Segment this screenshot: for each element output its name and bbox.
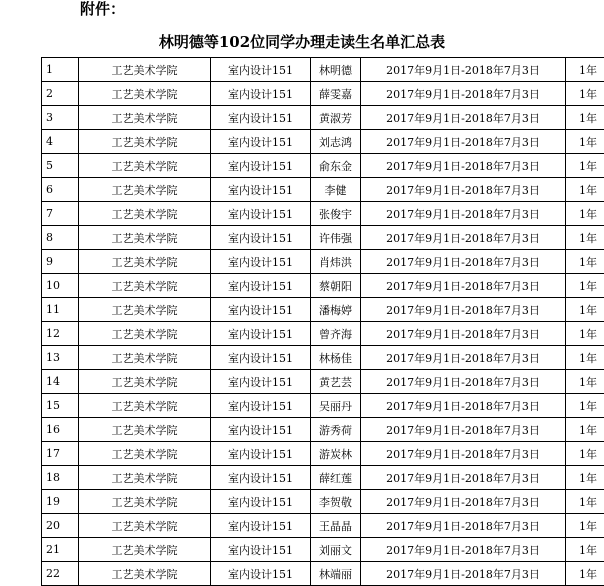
row-number: 22 (42, 562, 79, 586)
table-body (42, 58, 604, 586)
duration-cell: 1年 (566, 154, 604, 178)
table-row (42, 106, 604, 130)
class-cell: 室内设计151 (211, 346, 311, 370)
duration-cell: 1年 (566, 394, 604, 418)
document-title: 林明德等102位同学办理走读生名单汇总表 (0, 33, 604, 51)
duration-cell: 1年 (566, 298, 604, 322)
college-cell: 工艺美术学院 (79, 466, 211, 490)
duration-cell: 1年 (566, 466, 604, 490)
period-cell: 2017年9月1日-2018年7月3日 (361, 58, 566, 82)
period-cell: 2017年9月1日-2018年7月3日 (361, 202, 566, 226)
period-cell: 2017年9月1日-2018年7月3日 (361, 562, 566, 586)
class-cell: 室内设计151 (211, 538, 311, 562)
class-cell: 室内设计151 (211, 202, 311, 226)
college-cell: 工艺美术学院 (79, 346, 211, 370)
student-name-cell: 肖炜洪 (311, 250, 361, 274)
table-row (42, 298, 604, 322)
table-row (42, 418, 604, 442)
student-name-cell: 薛雯嘉 (311, 82, 361, 106)
class-cell: 室内设计151 (211, 442, 311, 466)
table-row (42, 514, 604, 538)
row-number: 21 (42, 538, 79, 562)
row-number: 16 (42, 418, 79, 442)
class-cell: 室内设计151 (211, 466, 311, 490)
table-row (42, 58, 604, 82)
college-cell: 工艺美术学院 (79, 178, 211, 202)
row-number: 8 (42, 226, 79, 250)
college-cell: 工艺美术学院 (79, 442, 211, 466)
table-row (42, 226, 604, 250)
period-cell: 2017年9月1日-2018年7月3日 (361, 106, 566, 130)
class-cell: 室内设计151 (211, 178, 311, 202)
class-cell: 室内设计151 (211, 418, 311, 442)
period-cell: 2017年9月1日-2018年7月3日 (361, 322, 566, 346)
student-table (41, 57, 604, 586)
table-row (42, 154, 604, 178)
table-row (42, 130, 604, 154)
duration-cell: 1年 (566, 490, 604, 514)
row-number: 18 (42, 466, 79, 490)
period-cell: 2017年9月1日-2018年7月3日 (361, 154, 566, 178)
row-number: 12 (42, 322, 79, 346)
period-cell: 2017年9月1日-2018年7月3日 (361, 418, 566, 442)
row-number: 9 (42, 250, 79, 274)
college-cell: 工艺美术学院 (79, 490, 211, 514)
class-cell: 室内设计151 (211, 250, 311, 274)
college-cell: 工艺美术学院 (79, 370, 211, 394)
duration-cell: 1年 (566, 442, 604, 466)
period-cell: 2017年9月1日-2018年7月3日 (361, 130, 566, 154)
class-cell: 室内设计151 (211, 394, 311, 418)
college-cell: 工艺美术学院 (79, 226, 211, 250)
row-number: 10 (42, 274, 79, 298)
period-cell: 2017年9月1日-2018年7月3日 (361, 250, 566, 274)
class-cell: 室内设计151 (211, 130, 311, 154)
table-row (42, 202, 604, 226)
table-row (42, 442, 604, 466)
college-cell: 工艺美术学院 (79, 106, 211, 130)
student-name-cell: 李贺敬 (311, 490, 361, 514)
student-name-cell: 王晶晶 (311, 514, 361, 538)
class-cell: 室内设计151 (211, 106, 311, 130)
row-number: 13 (42, 346, 79, 370)
duration-cell: 1年 (566, 418, 604, 442)
period-cell: 2017年9月1日-2018年7月3日 (361, 490, 566, 514)
table-row (42, 466, 604, 490)
row-number: 19 (42, 490, 79, 514)
student-name-cell: 张俊宇 (311, 202, 361, 226)
student-name-cell: 潘梅婷 (311, 298, 361, 322)
row-number: 17 (42, 442, 79, 466)
duration-cell: 1年 (566, 562, 604, 586)
class-cell: 室内设计151 (211, 562, 311, 586)
table-row (42, 370, 604, 394)
student-name-cell: 林杨佳 (311, 346, 361, 370)
student-name-cell: 薛红莲 (311, 466, 361, 490)
period-cell: 2017年9月1日-2018年7月3日 (361, 442, 566, 466)
attachment-label: 附件： (80, 0, 125, 18)
table-row (42, 250, 604, 274)
row-number: 14 (42, 370, 79, 394)
duration-cell: 1年 (566, 130, 604, 154)
duration-cell: 1年 (566, 250, 604, 274)
row-number: 6 (42, 178, 79, 202)
row-number: 11 (42, 298, 79, 322)
table-row (42, 346, 604, 370)
student-name-cell: 林端丽 (311, 562, 361, 586)
duration-cell: 1年 (566, 178, 604, 202)
duration-cell: 1年 (566, 370, 604, 394)
table-row (42, 274, 604, 298)
class-cell: 室内设计151 (211, 154, 311, 178)
period-cell: 2017年9月1日-2018年7月3日 (361, 538, 566, 562)
table-row (42, 178, 604, 202)
period-cell: 2017年9月1日-2018年7月3日 (361, 370, 566, 394)
college-cell: 工艺美术学院 (79, 514, 211, 538)
row-number: 20 (42, 514, 79, 538)
row-number: 7 (42, 202, 79, 226)
duration-cell: 1年 (566, 538, 604, 562)
period-cell: 2017年9月1日-2018年7月3日 (361, 274, 566, 298)
duration-cell: 1年 (566, 322, 604, 346)
college-cell: 工艺美术学院 (79, 298, 211, 322)
college-cell: 工艺美术学院 (79, 394, 211, 418)
college-cell: 工艺美术学院 (79, 418, 211, 442)
period-cell: 2017年9月1日-2018年7月3日 (361, 394, 566, 418)
college-cell: 工艺美术学院 (79, 322, 211, 346)
period-cell: 2017年9月1日-2018年7月3日 (361, 466, 566, 490)
class-cell: 室内设计151 (211, 490, 311, 514)
student-name-cell: 曾齐海 (311, 322, 361, 346)
period-cell: 2017年9月1日-2018年7月3日 (361, 82, 566, 106)
duration-cell: 1年 (566, 346, 604, 370)
duration-cell: 1年 (566, 226, 604, 250)
table-row (42, 538, 604, 562)
student-name-cell: 俞东金 (311, 154, 361, 178)
student-name-cell: 吴丽丹 (311, 394, 361, 418)
college-cell: 工艺美术学院 (79, 538, 211, 562)
class-cell: 室内设计151 (211, 370, 311, 394)
period-cell: 2017年9月1日-2018年7月3日 (361, 298, 566, 322)
college-cell: 工艺美术学院 (79, 250, 211, 274)
student-name-cell: 游秀荷 (311, 418, 361, 442)
period-cell: 2017年9月1日-2018年7月3日 (361, 178, 566, 202)
student-name-cell: 刘丽文 (311, 538, 361, 562)
row-number: 5 (42, 154, 79, 178)
college-cell: 工艺美术学院 (79, 58, 211, 82)
class-cell: 室内设计151 (211, 514, 311, 538)
table-row (42, 322, 604, 346)
row-number: 1 (42, 58, 79, 82)
college-cell: 工艺美术学院 (79, 274, 211, 298)
student-name-cell: 蔡朝阳 (311, 274, 361, 298)
class-cell: 室内设计151 (211, 322, 311, 346)
college-cell: 工艺美术学院 (79, 130, 211, 154)
duration-cell: 1年 (566, 202, 604, 226)
period-cell: 2017年9月1日-2018年7月3日 (361, 226, 566, 250)
row-number: 4 (42, 130, 79, 154)
student-name-cell: 李健 (311, 178, 361, 202)
table-row (42, 562, 604, 586)
row-number: 2 (42, 82, 79, 106)
duration-cell: 1年 (566, 514, 604, 538)
class-cell: 室内设计151 (211, 58, 311, 82)
college-cell: 工艺美术学院 (79, 562, 211, 586)
period-cell: 2017年9月1日-2018年7月3日 (361, 514, 566, 538)
row-number: 3 (42, 106, 79, 130)
class-cell: 室内设计151 (211, 226, 311, 250)
college-cell: 工艺美术学院 (79, 82, 211, 106)
class-cell: 室内设计151 (211, 82, 311, 106)
student-name-cell: 游炭林 (311, 442, 361, 466)
class-cell: 室内设计151 (211, 274, 311, 298)
class-cell: 室内设计151 (211, 298, 311, 322)
period-cell: 2017年9月1日-2018年7月3日 (361, 346, 566, 370)
table-row (42, 82, 604, 106)
table-row (42, 490, 604, 514)
college-cell: 工艺美术学院 (79, 154, 211, 178)
table-row (42, 394, 604, 418)
duration-cell: 1年 (566, 106, 604, 130)
student-name-cell: 黄艺芸 (311, 370, 361, 394)
student-name-cell: 刘志鸿 (311, 130, 361, 154)
duration-cell: 1年 (566, 274, 604, 298)
student-name-cell: 许伟强 (311, 226, 361, 250)
duration-cell: 1年 (566, 58, 604, 82)
student-name-cell: 林明德 (311, 58, 361, 82)
college-cell: 工艺美术学院 (79, 202, 211, 226)
student-name-cell: 黄淑芳 (311, 106, 361, 130)
duration-cell: 1年 (566, 82, 604, 106)
row-number: 15 (42, 394, 79, 418)
